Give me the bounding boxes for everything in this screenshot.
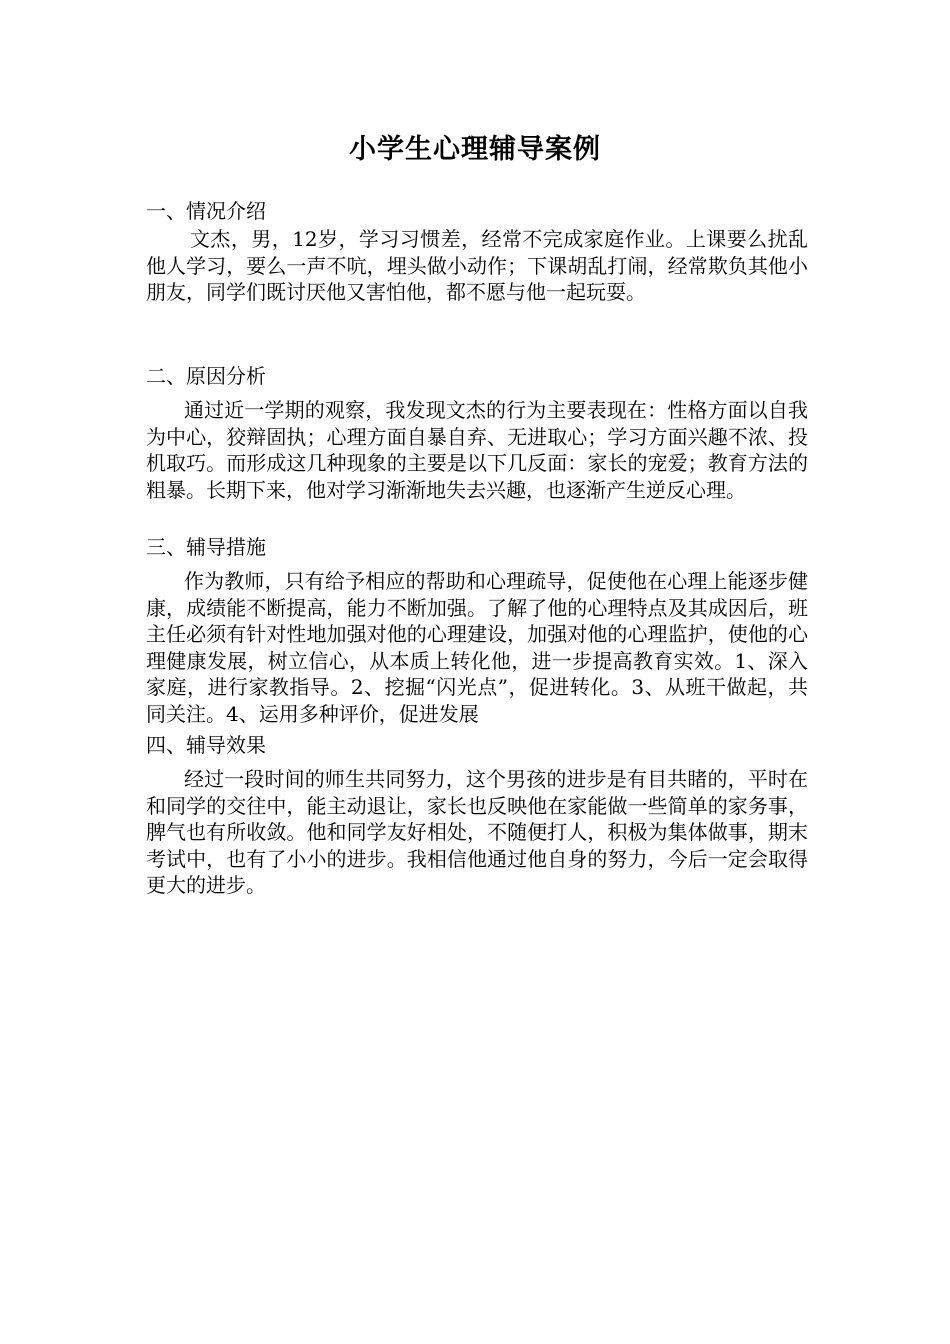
section-heading-counseling-results: 四、辅导效果	[146, 733, 266, 757]
section-body-counseling-results: 经过一段时间的师生共同努力，这个男孩的进步是有目共睹的，平时在和同学的交往中，能主动退让，家长也反映他在家能做一些简单的家务事，脾气也有所收敛。他和同学友好相处，不随便打人，积极为集体做事，期末考试中，也有了小小的进步。我相信他通过他自身的努力，今后一定会取得更大的进步。	[146, 767, 808, 897]
section-body-situation: 文杰，男，12岁，学习习惯差，经常不完成家庭作业。上课要么扰乱他人学习，要么一声不吭，埋头做小动作；下课胡乱打闹，经常欺负其他小朋友，同学们既讨厌他又害怕他，都不愿与他一起玩耍。	[146, 227, 808, 304]
section-heading-situation: 一、情况介绍	[146, 199, 266, 223]
section-heading-cause-analysis: 二、原因分析	[146, 364, 266, 388]
section-heading-counseling-measures: 三、辅导措施	[146, 535, 266, 559]
document-title: 小学生心理辅导案例	[349, 134, 601, 165]
section-body-cause-analysis: 通过近一学期的观察，我发现文杰的行为主要表现在：性格方面以自我为中心，狡辩固执；心理方面自暴自弃、无进取心；学习方面兴趣不浓、投机取巧。而形成这几种现象的主要是以下几反面：家长的宠爱；教育方法的粗暴。长期下来，他对学习渐渐地失去兴趣，也逐渐产生逆反心理。	[146, 398, 808, 502]
section-body-counseling-measures: 作为教师，只有给予相应的帮助和心理疏导，促使他在心理上能逐步健康，成绩能不断提高，能力不断加强。了解了他的心理特点及其成因后，班主任必须有针对性地加强对他的心理建设，加强对他的心理监护，使他的心理健康发展，树立信心，从本质上转化他，进一步提高教育实效。1、深入家庭，进行家教指导。2、挖掘“闪光点”，促进转化。3、从班干做起，共同关注。4、运用多种评价，促进发展	[146, 569, 808, 726]
